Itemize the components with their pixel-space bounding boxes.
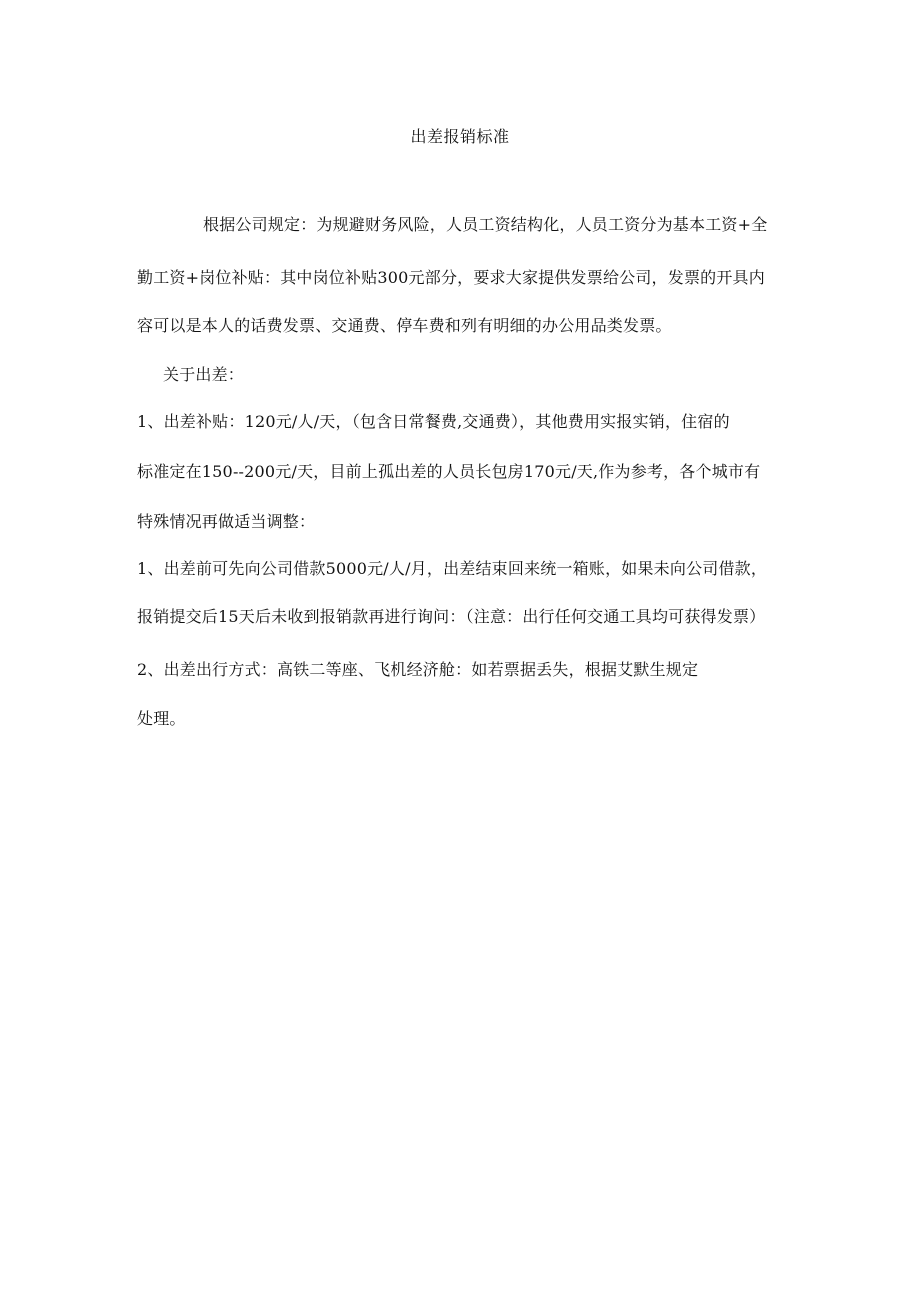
paragraph-line: 勤工资+岗位补贴：其中岗位补贴300元部分，要求大家提供发票给公司，发票的开具内 — [137, 268, 765, 287]
paragraph-line: 1、出差前可先向公司借款5000元/人/月，出差结束回来统一箱账，如果未向公司借款， — [137, 559, 768, 578]
paragraph-line: 根据公司规定：为规避财务风险，人员工资结构化，人员工资分为基本工资+全 — [203, 215, 768, 234]
paragraph-line: 容可以是本人的话费发票、交通费、停车费和列有明细的办公用品类发票。 — [137, 316, 672, 335]
paragraph-line: 特殊情况再做适当调整： — [137, 512, 316, 531]
paragraph-line: 报销提交后15天后未收到报销款再进行询问：（注意：出行任何交通工具均可获得发票） — [137, 607, 766, 626]
paragraph-line: 处理。 — [137, 709, 186, 728]
paragraph-line: 1、出差补贴：120元/人/天，（包含日常餐费,交通费），其他费用实报实销，住宿的 — [137, 412, 730, 431]
paragraph-line: 标准定在150--200元/天，目前上孤出差的人员长包房170元/天,作为参考，各个城市有 — [137, 462, 761, 481]
paragraph-line: 2、出差出行方式：高铁二等座、飞机经济舱：如若票据丢失，根据艾默生规定 — [137, 660, 699, 679]
document-title: 出差报销标准 — [410, 127, 510, 146]
section-heading: 关于出差： — [163, 365, 245, 384]
